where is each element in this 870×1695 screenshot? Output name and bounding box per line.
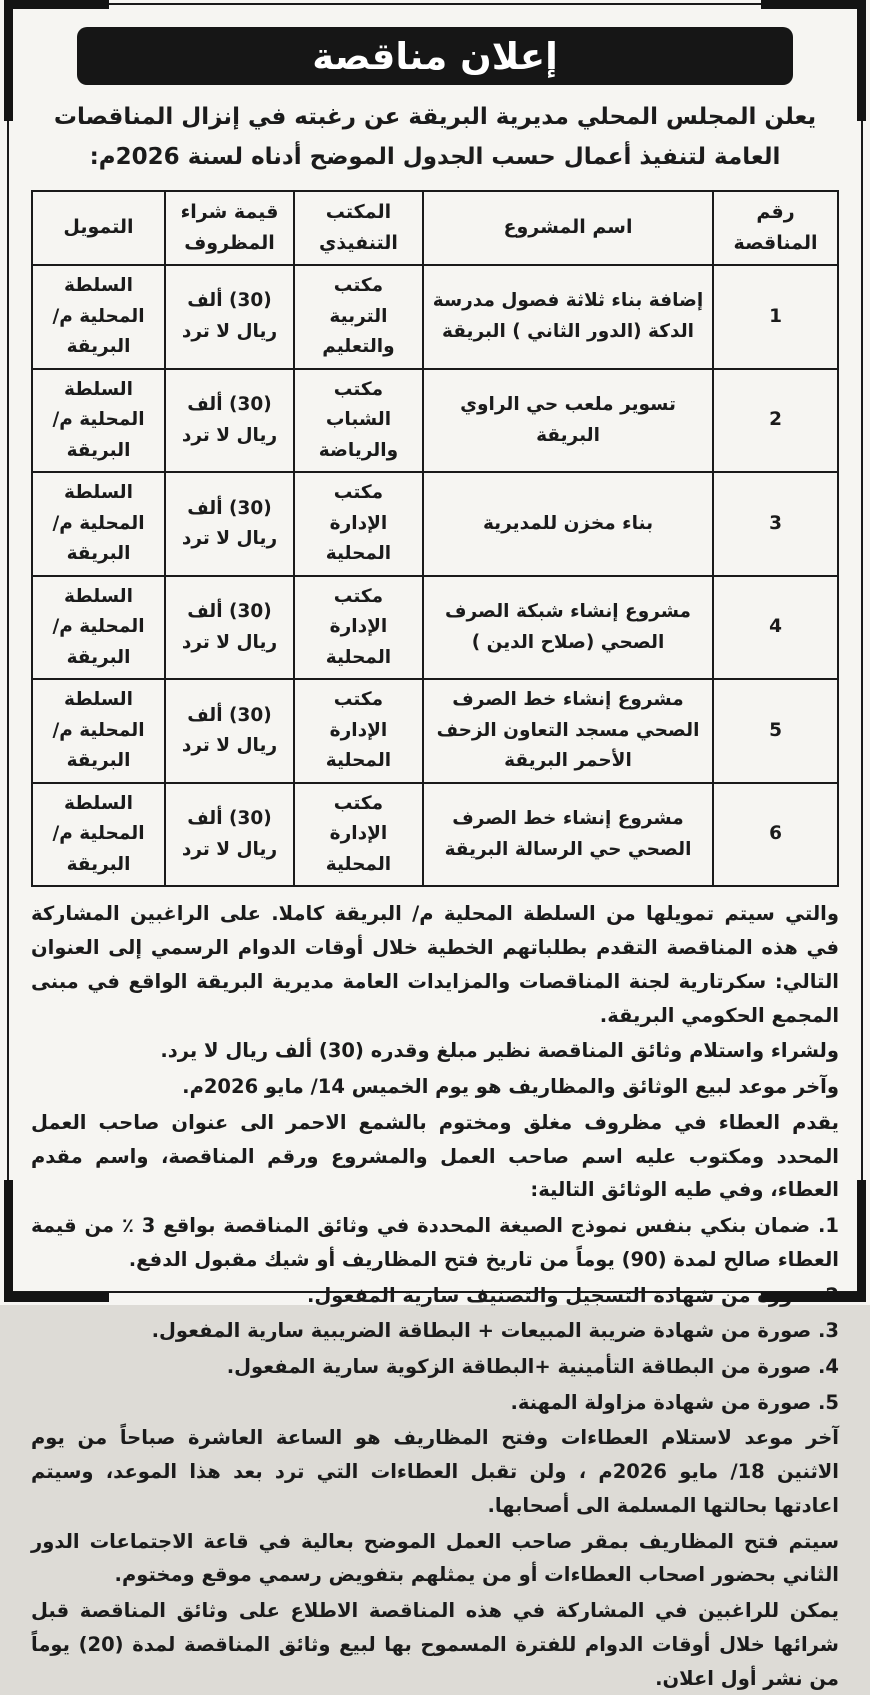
paragraph-opening-deadline: آخر موعد لاستلام العطاءات وفتح المظاريف هو الساعة العاشرة صباحاً من يوم الاثنين 18/ مايو 2026م ، ولن تقبل العطاءات التي ترد بعد هذا الموعد، وسيتم اعادتها بحالتها المسلمة الى أصحابها. <box>31 1426 839 1517</box>
paragraph-opening-location: سيتم فتح المظاريف بمقر صاحب العمل الموضح بعالية في قاعة الاجتماعات الدور الثاني بحضور اصحاب العطاءات أو من يمثلهم بتفويض رسمي موقع ومختوم. <box>31 1529 839 1587</box>
cell-tender-number: 5 <box>713 679 838 783</box>
cell-tender-number: 1 <box>713 265 838 369</box>
cell-project-name: مشروع إنشاء خط الصرف الصحي مسجد التعاون الزحف الأحمر البريقة <box>423 679 713 783</box>
col-header-project-name: اسم المشروع <box>423 191 713 266</box>
announcement-title-banner <box>77 27 793 85</box>
cell-project-name: مشروع إنشاء شبكة الصرف الصحي (صلاح الدين ) <box>423 576 713 680</box>
paragraph-document-purchase-fee: ولشراء واستلام وثائق المناقصة نظير مبلغ وقدره (30) ألف ريال لا يرد. <box>160 1039 839 1063</box>
table-row <box>32 679 838 783</box>
cell-tender-number: 6 <box>713 783 838 887</box>
table-row <box>32 783 838 887</box>
cell-envelope-price: (30) ألف ريال لا ترد <box>165 265 294 369</box>
col-header-tender-number: رقم المناقصة <box>713 191 838 266</box>
list-item-insurance-zakat-cards: 4. صورة من البطاقة التأمينية +البطاقة الزكوية سارية المفعول. <box>226 1355 839 1379</box>
cell-project-name: بناء مخزن للمديرية <box>423 472 713 576</box>
cell-funding: السلطة المحلية م/ البريقة <box>32 265 165 369</box>
paragraph-bid-envelope-instructions: يقدم العطاء في مظروف مغلق ومختوم بالشمع الاحمر الى عنوان صاحب العمل المحدد ومكتوب عليه اسم صاحب العمل والمشروع ورقم المناقصة، واسم مقدم العطاء، وفي طيه الوثائق التالية: <box>31 1110 839 1202</box>
page-border-frame <box>7 3 863 1690</box>
cell-envelope-price: (30) ألف ريال لا ترد <box>165 369 294 473</box>
cell-project-name: مشروع إنشاء خط الصرف الصحي حي الرسالة البريقة <box>423 783 713 887</box>
cell-executive-office: مكتب الإدارة المحلية <box>294 679 423 783</box>
cell-funding: السلطة المحلية م/ البريقة <box>32 472 165 576</box>
table-row <box>32 472 838 576</box>
cell-funding: السلطة المحلية م/ البريقة <box>32 576 165 680</box>
cell-executive-office: مكتب الإدارة المحلية <box>294 576 423 680</box>
paragraph-funding-and-submission: والتي سيتم تمويلها من السلطة المحلية م/ البريقة كاملا. على الراغبين المشاركة في هذه المناقصة التقدم بطلباتهم الخطية خلال أوقات الدوام الرسمي إلى العنوان التالي: سكرتارية لجنة المناقصات والمزايدات العامة مديرية البريقة الواقع في مبنى المجمع الحكومي البريقة. <box>31 902 839 1027</box>
col-header-funding: التمويل <box>32 191 165 266</box>
cell-funding: السلطة المحلية م/ البريقة <box>32 679 165 783</box>
col-header-executive-office: المكتب التنفيذي <box>294 191 423 266</box>
cell-tender-number: 2 <box>713 369 838 473</box>
table-row <box>32 576 838 680</box>
cell-executive-office: مكتب الإدارة المحلية <box>294 472 423 576</box>
intro-paragraph: يعلن المجلس المحلي مديرية البريقة عن رغبته في إنزال المناقصات العامة لتنفيذ أعمال حسب الجدول الموضح أدناه لسنة 2026م: <box>53 104 817 171</box>
cell-executive-office: مكتب التربية والتعليم <box>294 265 423 369</box>
list-item-registration-certificate: 2. صورة من شهادة التسجيل والتصنيف سارية المفعول. <box>306 1283 839 1307</box>
cell-envelope-price: (30) ألف ريال لا ترد <box>165 576 294 680</box>
cell-executive-office: مكتب الشباب والرياضة <box>294 369 423 473</box>
cell-tender-number: 4 <box>713 576 838 680</box>
paragraph-sale-deadline: وآخر موعد لبيع الوثائق والمظاريف هو يوم الخميس 14/ مايو 2026م. <box>182 1075 839 1099</box>
cell-envelope-price: (30) ألف ريال لا ترد <box>165 783 294 887</box>
terms-section <box>31 897 839 1695</box>
cell-project-name: تسوير ملعب حي الراوي البريقة <box>423 369 713 473</box>
list-item-bank-guarantee: 1. ضمان بنكي بنفس نموذج الصيغة المحددة في وثائق المناقصة بواقع 3 ٪ من قيمة العطاء صالح لمدة (90) يوماً من تاريخ فتح المظاريف أو شيك مقبول الدفع. <box>31 1214 839 1271</box>
tenders-table <box>31 190 839 888</box>
cell-envelope-price: (30) ألف ريال لا ترد <box>165 472 294 576</box>
cell-funding: السلطة المحلية م/ البريقة <box>32 783 165 887</box>
cell-tender-number: 3 <box>713 472 838 576</box>
cell-executive-office: مكتب الإدارة المحلية <box>294 783 423 887</box>
table-row <box>32 265 838 369</box>
col-header-envelope-price: قيمة شراء المظروف <box>165 191 294 266</box>
cell-funding: السلطة المحلية م/ البريقة <box>32 369 165 473</box>
page-title: إعلان مناقصة <box>312 34 558 78</box>
cell-envelope-price: (30) ألف ريال لا ترد <box>165 679 294 783</box>
table-header-row <box>32 191 838 266</box>
table-row <box>32 369 838 473</box>
list-item-practice-license: 5. صورة من شهادة مزاولة المهنة. <box>510 1390 839 1414</box>
cell-project-name: إضافة بناء ثلاثة فصول مدرسة الدكة (الدور الثاني ) البريقة <box>423 265 713 369</box>
paragraph-document-review-period: يمكن للراغبين في المشاركة في هذه المناقصة الاطلاع على وثائق المناقصة قبل شرائها خلال أوقات الدوام للفترة المسموح بها لبيع وثائق المناقصة لمدة (20) يوماً من نشر أول اعلان. <box>31 1599 839 1690</box>
list-item-sales-tax-certificate: 3. صورة من شهادة ضريبة المبيعات + البطاقة الضريبية سارية المفعول. <box>151 1319 839 1343</box>
